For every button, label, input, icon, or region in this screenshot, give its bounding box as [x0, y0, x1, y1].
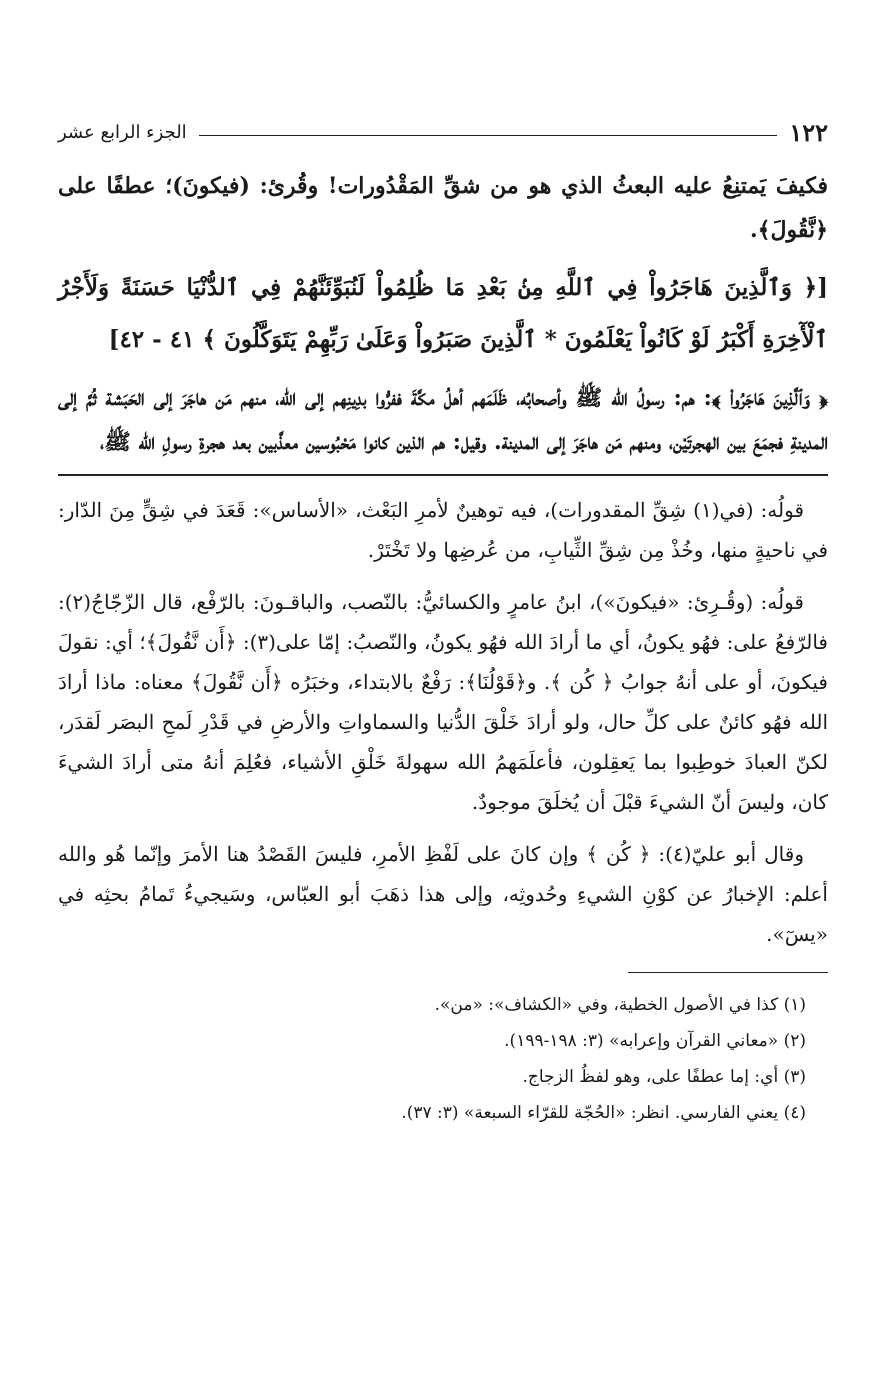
note-paragraph: وقال أبو عليّ(٤): ﴿ كُن ﴾ وإن كانَ على لَفْظِ الأمرِ، فليسَ القَصْدُ هنا الأمرَ وإنّما هُو والله أعلم: الإخبارُ عن كوْنِ الشيءِ وحُدوثِه، وإلى هذا ذهَبَ أبو العبّاس، وسَيجيءُ تَمامُ بحثِه في «يسٓ». — [58, 842, 828, 946]
note-paragraph: قولُه: (في(١) شِقِّ المقدورات)، فيه توهينٌ لأمرِ البَعْث، «الأساس»: قَعَدَ في شِقٍّ مِنَ الدّار: في ناحيةٍ منها، وخُذْ مِن شِقِّ الثِّيابِ، من عُرضِها ولا تَخْتَرْ. — [58, 498, 828, 562]
running-title: الجزء الرابع عشر — [58, 121, 187, 143]
page-header — [58, 112, 828, 152]
header-rule — [199, 135, 778, 136]
main-text: فكيفَ يَمتنِعُ عليه البعثُ الذي هو من شقِّ المَقْدُورات! وقُرئ: (فيكونَ)؛ عطفًا على ﴿نَّقُولَ﴾. — [58, 173, 828, 243]
footnote-rule — [628, 972, 828, 973]
footnote-item: (١) كذا في الأصول الخطية، وفي «الكشاف»: «من». — [434, 995, 806, 1015]
footnote-item: (٣) أي: إما عطفًا على، وهو لفظُ الزجاج. — [522, 1067, 806, 1087]
footnotes — [58, 987, 828, 1131]
page-number: ١٢٢ — [789, 117, 828, 147]
footnote-item: (٤) يعني الفارسي. انظر: «الحُجّة للقرّاء السبعة» (٣: ٣٧). — [401, 1103, 806, 1123]
commentary-paragraph: ﴿ وَٱلَّذِينَ هَاجَرُواْ ﴾: هم: رسولُ الله ﷺ وأصحابُه، ظَلَمَهم أهلُ مكَّةَ ففرُّوا بدِينِهم إلى الله، منهم مَن هاجَرَ إلى الحَبَشة ثُمَّ إلى المدينةِ فجمَعَ بين الهجرتَيْن، ومنهم مَن هاجَرَ إلى المدينة. وقيل: هم الذين كانوا مَحْبُوسين معذَّبين بعد هجرةِ رسولِ الله ﷺ، — [58, 385, 828, 455]
note-paragraph: قولُه: (وقُـرِئ: «فيكونَ»)، ابنُ عامرٍ والكسائيُّ: بالنّصب، والباقـونَ: بالرّفْع، قال الزّجّاجُ(٢): فالرّفعُ على: فهُو يكونُ، أي ما أرادَ الله فهُو يكونُ، والنّصبُ: إمّا على(٣): ﴿أَن نَّقُولَ﴾؛ أي: نقولَ فيكونَ، أو على أنهُ جوابُ ﴿ كُن ﴾. و﴿قَوْلُنَا﴾: رَفْعٌ بالابتداء، وخبَرُه ﴿أَن نَّقُولَ﴾ معناه: ماذا أرادَ الله فهُو كائنٌ على كلِّ حال، ولو أرادَ خَلْقَ الدُّنيا والسماواتِ والأرضِ في قَدْرِ لَمحِ البصَر لَقدَر، لكنّ العبادَ خوطِبوا بما يَعقِلون، فأعلَمَهمُ الله سهولةَ خَلْقِ الأشياء، فعُلِمَ أنهُ متى أرادَ الشيءَ كان، وليسَ أنّ الشيءَ قبْلَ أن يُخلَقَ موجودٌ. — [58, 590, 828, 814]
footnote-item: (٢) «معاني القرآن وإعرابه» (٣: ١٩٨-١٩٩). — [504, 1031, 806, 1051]
section-divider — [58, 474, 828, 476]
quran-verses: [﴿ وَٱلَّذِينَ هَاجَرُواْ فِي ٱللَّهِ مِنۢ بَعْدِ مَا ظُلِمُواْ لَنُبَوِّئَنَّهُمْ فِي ٱلدُّنْيَا حَسَنَةً وَلَأَجْرُ ٱلْأٓخِرَةِ أَكْبَرُ لَوْ كَانُواْ يَعْلَمُونَ * ٱلَّذِينَ صَبَرُواْ وَعَلَىٰ رَبِّهِمْ يَتَوَكَّلُونَ ﴾ ٤١ - ٤٢] — [58, 274, 828, 353]
book-page — [58, 112, 828, 1131]
marginal-notes — [58, 490, 828, 954]
